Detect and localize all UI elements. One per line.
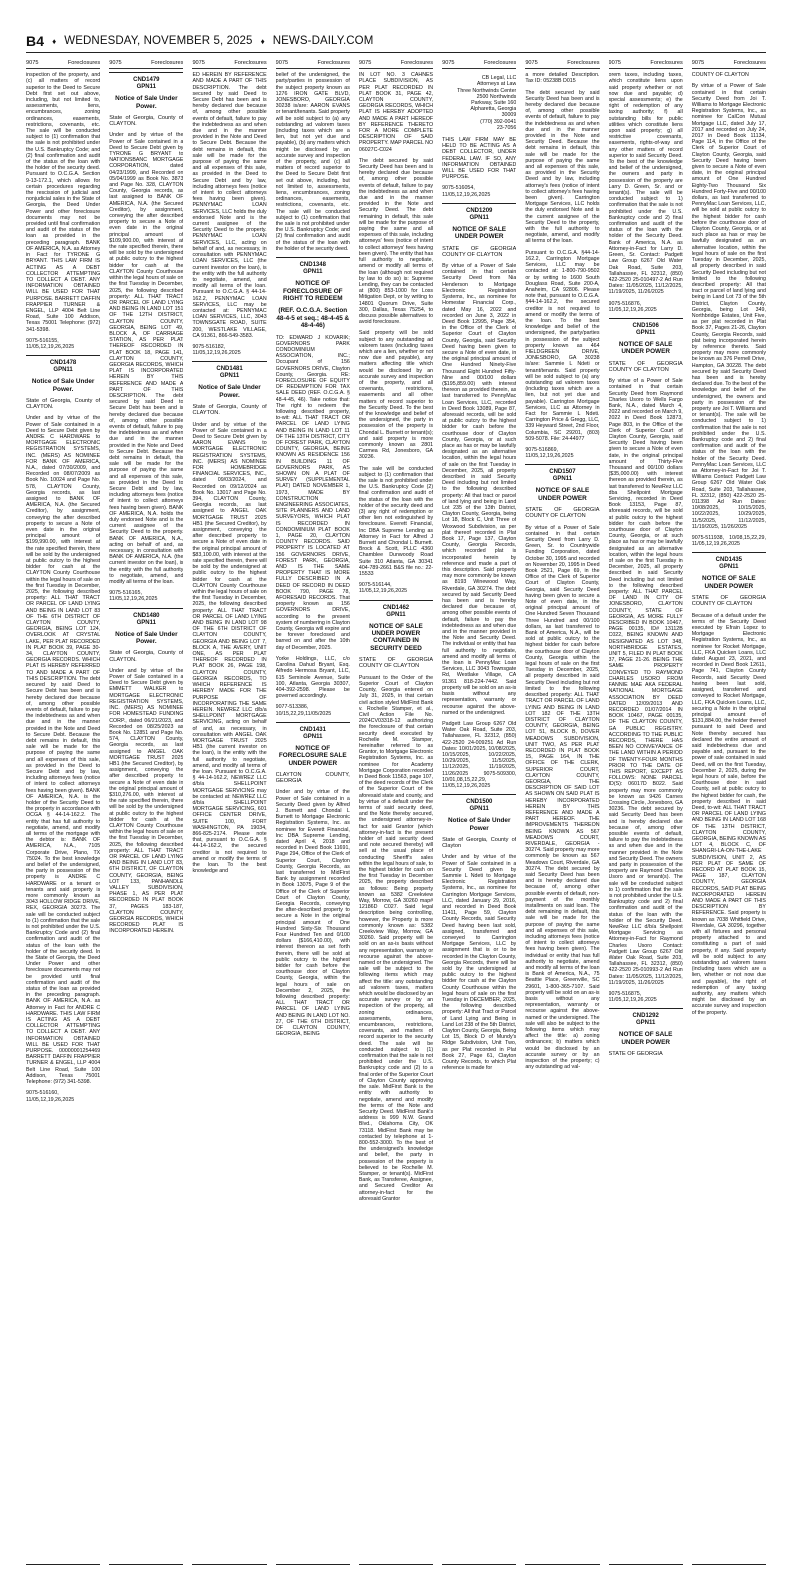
notice-column bbox=[109, 60, 183, 1565]
notice-body-text: Under and by virtue of the Power of Sale contained in a Deed to Secure Debt given by TYRONE G BRYANT to NATIONSBANC MORTGAGE CORPORATION, dated 04/23/1999, and Recorded on 05/04/1999 as Book No. 3873 and Page No. 328, CLAYTON County, Georgia records, as last assigned to BANK OF AMERICA, N.A. (the Secured Creditor), by assignment, conveying the after described property to secure a Note of even date in the original principal amount of $109,900.00, with interest at the rate specified therein, there will be sold by the undersigned at public outcry to the highest bidder for cash at the CLAYTON County Courthouse within the legal hours of sale on the first Tuesday in December, 2025, the following described property: ALL THAT TRACT OR PARCEL OF LAND LYING AND BEING IN LAND LOT 151 OF THE 12TH DISTRICT, CLAYTON COUNTY, GEORGIA, BEING LOT 49, BLOCK A, OF CARRIAGE STATION, AS PER PLAT THEREOF RECORDED IN PLAT BOOK 18, PAGE 141, CLAYTON COUNTY, GEORGIA RECORDS, WHICH PLAT IS INCORPORATED HEREIN BY THIS REFERENCE AND MADE A PART OF THIS DESCRIPTION. The debt secured by said Deed to Secure Debt has been and is hereby declared due because of, among other possible events of default, failure to pay the indebtedness as and when due and in the manner provided in the Note and Deed to Secure Debt. Because the debt remains in default, this sale will be made for the purpose of paying the same and all expenses of this sale, as provided in the Deed to Secure Debt and by law, including attorneys fees (notice of intent to collect attorneys fees having been given). BANK OF AMERICA, N.A. holds the duly endorsed Note and is the current assignee of the Security Deed to the property. BANK OF AMERICA, N.A., acting on behalf of and, as necessary, in consultation with BANK OF AMERICA, N.A. (the current investor on the loan), is the entity with the full authority to negotiate, amend, and modify all terms of the loan. bbox=[109, 132, 184, 586]
notice-body-text: By virtue of a Power of Sale contained in that certain Security Deed from Joi T. Williams to Mortgage Electronic Registration Systems, Inc., as nominee for CalCon Mutual Mortgage LLC, dated July 17, 2017 and recorded on July 24, 2017 in Deed Book 11134, Page 114, in the Office of the Clerk of Superior Court of Clayton County, Georgia, said Security Deed having been given to secure a Note of even date, in the original principal amount of One Hundred Eighty-Two Thousand Six Hundred Forty-Five and 00/100 dollars, as last transferred to PennyMac Loan Services, LLC, will be sold at public outcry to the highest bidder for cash before the courthouse door of Clayton County, Georgia, or at such place as has or may be lawfully designated as an alternative location, within the legal hours of sale on the first Tuesday in December, 2025, all property described in said Security Deed including but not limited to the following described property: All that tract or parcel of land lying and being in Land Lot 73 of the 5th District, Clayton County, Georgia, being Lot 349, Northbridge Estates, Unit Five, as per plat recorded in Plat Book 37, Pages 21-26, Clayton County, Georgia Records, said plat being incorporated herein by reference thereto. Said property may more commonly be known as 376 Pernell Drive, Hampton, GA 30228. The debt secured by said Security Deed has been and is hereby declared due. To the best of the knowledge and belief of the undersigned, the owners and party in possession of the property are Joi T. Williams and or tenant(s). The sale will be conducted subject to 1) confirmation that the sale is not prohibited under the U.S. Bankruptcy code and 2) final confirmation and audit of the status of the loan with the holder of the Security Deed. PennyMac Loan Services, LLC as Attorney-in-Fact for Joi T. Williams Contact: Padgett Law Group 6267 Old Water Oak Road, Suite 203, Tallahassee, FL 32312, (850) 422-2520 25-011398 Ad Run Dates: 10/08/2025, 10/15/2025, 10/22/2025, 10/29/2025, 11/5/2025, 11/12/2025, 11/19/2025, 11/26/2025 bbox=[691, 83, 766, 530]
notice-body-text: By virtue of a Power of Sale contained in that certain Security Deed from Nia Henderson to Mortgage Electronic Registration Systems, Inc., as nominee for Homestar Financial Corp., dated May 16, 2022 and recorded on June 3, 2022 in Deed Book 12995, Page 354, in the Office of the Clerk of Superior Court of Clayton County, Georgia, said Security Deed having been given to secure a Note of even date, in the original principal amount of One Hundred Ninety-Five Thousand Eight Hundred Fifty-Nine and 00/100 dollars ($195,859.00) with interest thereon as provided therein, as last transferred to PennyMac Loan Services, LLC, recorded in Deed Book 13089, Page 87, aforesaid records, will be sold at public outcry to the highest bidder for cash before the courthouse door of Clayton County, Georgia, or at such place as has or may be lawfully designated as an alternative location, within the legal hours of sale on the first Tuesday in December, 2025, all property described in said Security Deed including but not limited to the following described property: All that tract or parcel of land lying and being in Land Lot 235 of the 13th District, Clayton County, Georgia, being Lot 18, Block C, Unit Three of Woxwood Subdivision, as per plat thereof recorded in Plat Book 17, Page 137, Clayton County, Georgia Records, which recorded plat is incorporated herein by reference and made a part of this description. Said property may more commonly be known as 8193 Winewood Way, Riverdale, GA 30274. The debt secured by said Security Deed has been and is hereby declared due because of, among other possible events of default, failure to pay the indebtedness as and when due and in the manner provided in the Note and Security Deed. The individual or entity that has full authority to negotiate, amend and modify all terms of the loan is PennyMac Loan Services, LLC 3043 Townsgate Rd, Westlake Village, CA 91361 818-224-7442. Said property will be sold on an as-is basis without any representation, warranty or recourse against the above-named or the undersigned. bbox=[442, 263, 517, 716]
notice-body-text: orem taxes, including taxes, which constitute liens upon said property whether or not now due and payable; d) special assessments; e) the right of redemption of any taxing authority; f) all outstanding bills for public utilities which constitute liens upon said property; g) all restrictive covenants, easements, rights-of-way and any other matters of record superior to said Security Deed. To the best of the knowledge and belief of the undersigned, the owners and party in possession of the property are Larry D. Green, Sr. and or tenant(s). The sale will be conducted subject to 1) confirmation that the sale is not prohibited under the U.S. Bankruptcy code and 2) final confirmation and audit of the status of the loan with the holder of the Security Deed. Bank of America, N.A. as Attorney-in-Fact for Larry D. Green, Sr. Contact: Padgett Law Group 6267 Old Water Oak Road, Suite 203, Tallahassee, FL 32312, (850) 422-2520 25-010497-2 Ad Run Dates: 11/05/2025, 11/12/2025, 11/19/2025, 11/26/2025 bbox=[608, 72, 683, 296]
notice-column bbox=[442, 60, 516, 1565]
notice-number: CND1292 bbox=[632, 1013, 659, 1020]
notice-gpn: GPN11 bbox=[303, 733, 323, 740]
category-code: 9075 bbox=[192, 60, 205, 66]
notice-body-text: ED HEREIN BY REFERENCE AND MADE A PART OF THIS DESCRIPTION. The debt secured by said Deed to Secure Debt has been and is hereby declared due because of, among other possible events of default, failure to pay the indebtedness as and when due and in the manner provided in the Note and Deed to Secure Debt. Because the debt remains in default, this sale will be made for the purpose of paying the same and all expenses of this sale, as provided in the Deed to Secure Debt and by law, including attorneys fees (notice of intent to collect attorneys fees having been given). PENNYMAC LOAN SERVICES, LLC holds the duly endorsed Note and is the current assignee of the Security Deed to the property. PENNYMAC LOAN SERVICES, LLC, acting on behalf of and, as necessary, in consultation with PENNYMAC LOAN SERVICES, LLC (the current investor on the loan), is the entity with the full authority to negotiate, amend, and modify all terms of the loan. Pursuant to O.C.G.A. § 44-14-162.2, PENNYMAC LOAN SERVICES, LLC may be contacted at: PENNYMAC LOAN SERVICES, LLC, 3043 TOWNSGATE ROAD, SUITE 200, WESTLAKE VILLAGE, CA 91361, 866-549-3583. bbox=[192, 72, 267, 339]
notice-id bbox=[442, 208, 516, 222]
notice-body-text: belief of the undersigned, the party/parties in possession of the subject property known as 1276 IRON GATE BLVD, JONESBORO, GEORGIA 30238 is/are: AARON EVANS or tenant/tenants. Said property will be sold subject to (a) any outstanding ad valorem taxes (including taxes which are a lien, but not yet due and payable), (b) any matters which might be disclosed by an accurate survey and inspection of the property, and (c) all matters of record superior to the Deed to Secure Debt first set out above, including, but not limited to, assessments, liens, encumbrances, zoning ordinances, easements, restrictions, covenants, etc. The sale will be conducted subject to (1) confirmation that the sale is not prohibited under the U.S. Bankruptcy Code; and (2) final confirmation and audit of the status of the loan with the holder of the security deed. bbox=[275, 72, 350, 252]
notice-number: CND1462 bbox=[382, 604, 410, 611]
signature-line: 30009 bbox=[501, 112, 517, 119]
ad-run-reference: 9075-516165, 11/05,12,19,26,2025 bbox=[109, 590, 158, 603]
notice-gpn: GPN11 bbox=[136, 619, 156, 626]
category-label: Foreclosures bbox=[650, 60, 683, 66]
notice-title: Notice of Sale Under Power. bbox=[31, 378, 95, 393]
ad-run-reference: 9075-516869, 11/05,12,19,26,2025 bbox=[525, 446, 574, 460]
legal-notice bbox=[276, 257, 350, 651]
notice-body-text: inspection of the property, and (c) all matters of record superior to the Deed to Secure Debt first set out above, including, but not limited to, assessments, liens, encumbrances, zoning ordinances, easements, restrictions, covenants, etc. The sale will be conducted subject to (1) confirmation that the sale is not prohibited under the U.S. Bankruptcy Code; and (2) final confirmation and audit of the status of the loan with the holder of the security deed. Pursuant to O.C.G.A. Section 9-13-172.1, which allows for certain procedures regarding the rescission of judicial and nonjudicial sales in the State of Georgia, the Deed Under Power and other foreclosure documents may not be provided until final confirmation and audit of the status of the loan as provided in the preceding paragraph. BANK OF AMERICA, N.A. as Attorney in Fact for TYRONE G BRYANT. THIS LAW FIRM IS ACTING AS A DEBT COLLECTOR ATTEMPTING TO COLLECT A DEBT. ANY INFORMATION OBTAINED WILL BE USED FOR THAT PURPOSE. BARRETT DAFFIN FRAPPIER TURNER & ENGEL, LLP 4004 Belt Line Road, Suite 100 Addison, Texas 75001 Telephone: (972) 341-5398. bbox=[26, 72, 101, 333]
category-label: Foreclosures bbox=[400, 60, 434, 66]
ad-run-reference: 9075-516160, 11/05,12,19,26,2025 bbox=[26, 1090, 75, 1103]
notice-body-text: The sale will be conducted subject to (1) confirmation that the sale is not prohibited under the U.S. Bankruptcy Code (2) final confirmation and audit of the status of the loan with the holder of the security deed and (3) any right of redemption or other lien not extinguished by foreclosure. Everett Financial, Inc DBA Supreme Lending as Attorney in Fact for Alfred J Burnett and Chondal L Burnett. Brock & Scott, PLLC 4360 Chamblee Dunwoody Road Suite 310 Atlanta, GA 30341 404-789-2661 B&S file no.: 22-15533 bbox=[358, 465, 434, 578]
notice-title: Notice of Sale Under Power. bbox=[115, 95, 178, 110]
legal-notice bbox=[26, 355, 100, 1085]
notice-id bbox=[276, 727, 350, 741]
notice-jurisdiction: STATE OF GEORGIA bbox=[608, 1051, 663, 1058]
notice-body-text: Under and by virtue of the Power of Sale contained in a Deed to Secure Debt given by ANDRE C HARDWARE to MORTGAGE ELECTRONIC REGISTRATION SYSTEMS, INC. (MERS) AS NOMINEE FOR BANK OF AMERICA, N.A., dated 07/30/2009, and Recorded on 08/07/2009 as Book No. 10024 and Page No. 578, CLAYTON County, Georgia records, as last assigned to BANK OF AMERICA, N.A. (the Secured Creditor), by assignment, conveying the after described property to secure a Note of even date in the original principal amount of $199,990.00, with interest at the rate specified therein, there will be sold by the undersigned at public outcry to the highest bidder for cash at the CLAYTON County Courthouse within the legal hours of sale on the first Tuesday in December, 2025, the following described property: ALL THAT TRACT OR PARCEL OF LAND LYING AND BEING IN LAND LOT 83 OF THE 6TH DISTRICT OF CLAYTON COUNTY, GEORGIA, BEING LOT 124, OVERLOOK AT CRYSTAL LAKE, PER PLAT RECORDED IN PLAT BOOK 39, PAGE 30-34, CLAYTON COUNTY, GEORGIA RECORDS. WHICH PLAT IS HEREBY REFERRED TO AND MADE A PART OF THIS DESCRIPTION. The debt secured by said Deed to Secure Debt has been and is hereby declared due because of, among other possible events of default, failure to pay the indebtedness as and when due and in the manner provided in the Note and Deed to Secure Debt. Because the debt remains in default, this sale will be made for the purpose of paying the same and all expenses of this sale, as provided in the Deed to Secure Debt and by law, including attorneys fees (notice of intent to collect attorneys fees having been given). BANK OF AMERICA, N.A. is the holder of the Security Deed to the property in accordance with OCGA § 44-14-162.2. The entity that has full authority to negotiate, amend, and modify all terms of the mortgage with the debtor is: BANK OF AMERICA, N.A., 7105 Corporate Drive, Plano, TX 75024. To the best knowledge and belief of the undersigned, the party in possession of the property is ANDRE C HARDWARE or a tenant or tenants and said property is more commonly known as 3043 HOLLOW RIDGE DRIVE, REX, GEORGIA 30273. The sale will be conducted subject to (1) confirmation that the sale is not prohibited under the U.S. Bankruptcy Code and (2) final confirmation and audit of the status of the loan with the holder of the security deed. In the State of Georgia, the Deed Under Power and other foreclosure documents may not be provided until final confirmation and audit of the status of the loan as provided in the preceding paragraph. BANK OF AMERICA, N.A. as Attorney in Fact for ANDRE C HARDWARE. THIS LAW FIRM IS ACTING AS A DEBT COLLECTOR ATTEMPTING TO COLLECT A DEBT. ANY INFORMATION OBTAINED WILL BE USED FOR THAT PURPOSE. 00000001254469 BARRETT DAFFIN FRAPPIER TURNER & ENGEL, LLP 4004 Belt Line Road, Suite 100 Addison, Texas 75001 Telephone: (972) 341-5398. bbox=[26, 415, 101, 1086]
notice-gpn: GPN11 bbox=[53, 367, 73, 374]
category-code: 9075 bbox=[26, 60, 39, 66]
legal-notice bbox=[109, 72, 183, 585]
notice-jurisdiction: State of Georgia, County of CLAYTON. bbox=[192, 404, 267, 417]
notice-jurisdiction: STATE OF GEORGIA COUNTY OF CLAYTON bbox=[691, 595, 766, 608]
notice-id bbox=[609, 1013, 683, 1027]
notice-title: Notice of Sale Under Power bbox=[447, 817, 511, 832]
column-header bbox=[525, 60, 599, 69]
column-header bbox=[26, 60, 100, 69]
notice-gpn: GPN11 bbox=[552, 476, 573, 483]
notice-jurisdiction: State of Georgia, County of CLAYTON. bbox=[109, 650, 184, 663]
category-code: 9075 bbox=[442, 60, 455, 66]
law-firm-signature bbox=[442, 75, 516, 131]
notice-id bbox=[192, 366, 266, 380]
notice-jurisdiction: STATE OF GEORGIA COUNTY OF CLAYTON bbox=[525, 507, 600, 520]
ad-run-reference: 9075-511938, 10/08,15,22,29, 11/05,12,19,26,2025 bbox=[691, 535, 766, 548]
notice-jurisdiction: CLAYTON COUNTY, GEORGIA bbox=[275, 771, 350, 785]
notice-id bbox=[109, 77, 183, 91]
signature-line: Alpharetta, Georgia bbox=[470, 106, 517, 113]
category-code: 9075 bbox=[608, 60, 621, 66]
notice-number: CND1209 bbox=[466, 207, 493, 214]
notice-title: NOTICE OF SALE UNDER POWER bbox=[535, 487, 590, 502]
notice-body-text: Under and by virtue of the Power of Sale contained in a Security Deed given by Alfred J. Burnett and Chondal L Burnett to Mortgage Electronic Registration Systems, Inc. as nominee for Everett Financial, Inc DBA Supreme Lending, dated April 4, 2018 and recorded in Deed Book 11691, Page 294, Office of the Clerk of Superior Court, Clayton County, Georgia Records, as last transferred to MidFirst Bank by assignment recorded in Book 13075, Page 9 of the Office of the Clerk of Superior Court of Clayton County, Georgia Records, conveying the after-described property to secure a Note in the original principal amount of One Hundred Sixty-Six Thousand Four Hundred Ten and 0/100 dollars ($166,410.00), with interest thereon as set forth therein, there will be sold at public outcry to the highest bidder for cash before the courthouse door of Clayton County, Georgia, within the legal hours of sale on December 2, 2025, the following described property: ALL THAT TRACT OR PARCEL OF LAND LYING AND BEING IN LAND LOT NO. 27, OF THE 6TH DISTRICT, OF CLAYTON COUNTY, GEORGIA, BEING bbox=[275, 789, 350, 1038]
signature-line: CB Legal, LLC bbox=[481, 75, 517, 82]
notice-title: NOTICE OF SALE UNDER POWER bbox=[702, 575, 756, 590]
signature-line: Attorneys at Law bbox=[476, 81, 517, 88]
notice-number: CND1506 bbox=[632, 322, 659, 329]
signature-line: Three Northwinds Center bbox=[457, 87, 517, 94]
notice-number: CND1431 bbox=[299, 726, 326, 733]
notice-title: NOTICE OF SALE UNDER POWER bbox=[618, 340, 673, 356]
notice-jurisdiction: State of Georgia, County of CLAYTON. bbox=[109, 115, 184, 128]
notice-title: NOTICE OF SALE UNDER POWER bbox=[452, 225, 507, 241]
notice-gpn: GPN11 bbox=[469, 214, 489, 221]
notice-gpn: GPN11 bbox=[469, 806, 489, 813]
category-label: Foreclosures bbox=[733, 60, 766, 66]
signature-line: Parkway, Suite 160 bbox=[471, 100, 517, 107]
legal-notice bbox=[359, 600, 433, 1202]
legal-notice bbox=[442, 794, 516, 1071]
notice-body-text: The debt secured by said Security Deed has been and is hereby declared due because of, among other possible events of default, failure to pay the indebtedness as and when due and in the manner provided in the Note and Security Deed. Because the debt remains in default, this sale will be made for the purpose of paying the same and all expenses of this sale, as provided in the Security Deed and by law, including attorney's fees (notice of intent to collect attorney's fees having been given). Carrington Mortgage Services, LLC holds the duly endorsed Note and is the current assignee of the Security Deed to the property, with the full authority to negotiate, amend, and modify all terms of the loan. bbox=[525, 89, 600, 245]
notice-column bbox=[192, 60, 266, 1565]
notice-gpn: GPN11 bbox=[303, 269, 323, 276]
column-header bbox=[442, 60, 516, 69]
notice-jurisdiction: State of Georgia, County of CLAYTON. bbox=[26, 397, 101, 411]
notice-column bbox=[26, 60, 100, 1565]
notice-id bbox=[359, 605, 433, 619]
column-header bbox=[692, 60, 766, 69]
notice-title: NOTICE OF FORECLOSURE SALE UNDER POWER bbox=[278, 744, 347, 767]
notice-body-text: Pursuant to O.C.G.A. §44-14-162.2, Carrington Mortgage Services, LLC may be contacted at: 1-800-790-9502 or by writing to 1600 South Douglass Road, Suite 200-A, Anaheim, CA 92806. Please note that, pursuant to O.C.G.A. §44-14-162.2, the secured creditor is not required to amend or modify the terms of the loan. To the best knowledge and belief of the undersigned, the party/parties in possession of the subject property known as 464 FIELDGREEN DRIVE, JONESBORO, GA 30238 is/are: Sammie L Ndeti or tenant/tenants. Said property will be sold subject to (a) any outstanding ad valorem taxes (including taxes which are a lien, but not yet due and payable). Carrington Mortgage Services, LLC as Attorney in Fact for Sammie L Ndeti. Carrington Price & Gregg, LLC, 339 Heyward Street, 2nd Floor, Columbia, SC 29201, (803) 509-5078. File: 24-44977 bbox=[525, 249, 600, 442]
notice-title: Notice of Sale Under Power. bbox=[115, 630, 178, 646]
category-label: Foreclosures bbox=[67, 60, 101, 66]
notice-jurisdiction: STATE OF GEORGIA COUNTY OF CLAYTON bbox=[442, 245, 517, 258]
notice-body-text: a more detailed Description. Tax ID: 05238B D015 bbox=[525, 72, 600, 85]
notice-number: CND1507 bbox=[549, 469, 576, 476]
notice-number: CND1435 bbox=[715, 557, 743, 564]
notice-body-text: By virtue of a Power of Sale contained in that certain Security Deed from Raymond Charles Usoro to Wells Fargo Bank, N.A., dated March 4, 2022 and recorded on March 9, 2022 in Deed Book 12873, Page 803, in the Office of the Clerk of Superior Court of Clayton County, Georgia, said Security Deed having been given to secure a Note of even date, in the original principal amount of Thirty-Five Thousand and 00/100 dollars ($35,000.00) with interest thereon as provided therein, as last transferred to NewRez LLC dba Shellpoint Mortgage Servicing, recorded in Deed Book 13153, Page 87, aforesaid records, will be sold at public outcry to the highest bidder for cash before the courthouse door of Clayton County, Georgia, or at such place as has or may be lawfully designated as an alternative location, within the legal hours of sale on the first Tuesday in December, 2025, all property described in said Security Deed including but not limited to the following described property: ALL THAT PARCEL OF LAND IN CITY OF JONESBORO, CLAYTON COUNTY, STATE OF GEORGIA, AS MORE FULLY DESCRIBED IN BOOK 10467, PAGE 00135, ID# 13112B C022, BEING KNOWN AND DESIGNATED AS LOT 348, NORTHBRIDGE ESTATES, UNIT 5, FILED IN PLAT BOOK 37, PAGE 21-26. BEING THE SAME PROPERTY CONVEYED TO RAYMOND CHARLES USORO FROM FANNIE MAE AKA FEDERAL NATIONAL MORTGAGE ASSOCIATION BY DEED DATED 12/09/2013 AND RECORDED 01/07/2014 IN BOOK 10467, PAGE 00135, OF THE CLAYTON COUNTY, GA PUBLIC REGISTRY. ACCORDING TO THE PUBLIC RECORDS, THERE HAS BEEN NO CONVEYANCE OF THE LAND WITHIN A PERIOD OF TWENTY-FOUR MONTHS PRIOR TO THE DATE OF THIS REPORT, EXCEPT AS FOLLOWS: NONE PARCEL ID(S): 06017D B022. Said property may more commonly be known as 9426 Carnes Crossing Circle, Jonesboro, GA 30236. The debt secured by said Security Deed has been and is hereby declared due because of, among other possible events of default, failure to pay the indebtedness as and when due and in the manner provided in the Note and Security Deed. The owners and party in possession of the property are Raymond Charles Usoro and or tenant(s). The sale will be conducted subject to 1) confirmation that the sale is not prohibited under the U.S. Bankruptcy code and 2) final confirmation and audit of the status of the loan with the holder of the Security Deed. NewRez LLC d/b/a Shellpoint Mortgage Servicing as Attorney-in-Fact for Raymond Charles Usoro Contact: Padgett Law Group 6267 Old Water Oak Road, Suite 203, Tallahassee, FL 32312, (850) 422-2520 25-010993-2 Ad Run Dates: 11/05/2025, 11/12/2025, 11/19/2025, 11/26/2025 bbox=[608, 378, 683, 986]
site-name: NEWS-DAILY.COM bbox=[272, 35, 374, 47]
column-header bbox=[359, 60, 433, 69]
notice-number: CND1480 bbox=[133, 612, 160, 619]
ad-run-reference: 9077-513386, 10/15,22,29,11/05/2025 bbox=[275, 704, 332, 717]
notice-body-text: By virtue of a Power of Sale contained in that certain Security Deed from Larry D. Green, Sr. to Countrywide Funding Corporation, dated October 30, 1995 and recorded on November 20, 1995 in Deed Book 2521, Page 69, in the Office of the Clerk of Superior Court of Clayton County, Georgia, said Security Deed having been given to secure a Note of even date, in the original principal amount of One Hundred Seven Thousand Three Hundred and 00/100 dollars, as last transferred to Bank of America, N.A., will be sold at public outcry to the highest bidder for cash before the courthouse door of Clayton County, Georgia within the legal hours of sale on the first Tuesday in December, 2025, all property described in said Security Deed including but not limited to the following described property: ALL THAT TRACT OR PARCEL OF LAND LYING AND BEING IN LAND LOT 182 OF THE 13TH DISTRICT OF CLAYTON COUNTY, GEORGIA, BEING LOT 51, BLOCK B, DOVER MEADOWS SUBDIVISION, UNIT TWO, AS PER PLAT RECORDED IN PLAT BOOK 15, PAGE 164, IN THE OFFICE OF THE CLERK, SUPERIOR COURT, CLAYTON COUNTY, GEORGIA, THE DESCRIPTION OF SAID LOT AS SHOWN ON SAID PLAT IS HEREBY INCORPORATED HEREIN BY THIS REFERENCE AND MADE A PART HEREOF. THE IMPROVEMENTS THEREON BEING KNOWN AS 567 MEADOWS COURT, RIVERDALE, GEORGIA - 30274. Said property may more commonly be known as 567 Meadows Court, Riverdale, GA 30274. The debt secured by said Security Deed has been and is hereby declared due because of, among other possible events of default, non-payment of the monthly installments on said loan. The debt remaining in default, this sale will be made for the purpose of paying the same and all expenses of this sale, including attorneys fees (notice of intent to collect attorneys fees having been given). The individual or entity that has full authority to negotiate, amend and modify all terms of the loan is Bank of America, N.A., 75 Beattie Place, Greenville, SC 29601, 1-800-365-7107. Said property will be sold on an as-is basis without any representation, warranty or recourse against the above-named or the undersigned. The sale will also be subject to the following items which may affect the title: a) zoning ordinances; b) matters which would be disclosed by an accurate survey or by an inspection of the property; c) any outstanding ad val- bbox=[525, 524, 600, 1071]
legal-notice bbox=[692, 552, 766, 1015]
notice-gpn: GPN11 bbox=[386, 611, 406, 618]
legal-notice bbox=[609, 1008, 683, 1057]
notice-jurisdiction: STATE OF GEORGIA COUNTY OF CLAYTON bbox=[608, 360, 683, 373]
ad-run-reference: Padgett Law Group 6267 Old Water Oak Road, Suite 203, Tallahassee, FL 32312, (850) 422-2520 24-009251 Ad Run Dates: 10/01/2025, 10/08/2025, 10/15/2025, 10/22/2025, 10/29/2025, 11/5/2025, 11/12/2025, 11/19/2025, 11/26/2025 9075-509300, 10/01,08,15,22,29, 11/05,12,19,26,2025 bbox=[442, 720, 517, 789]
notice-jurisdiction: State of Georgia, County of Clayton bbox=[442, 836, 517, 850]
legal-notice bbox=[609, 318, 683, 986]
signature-line: (770) 392-0041 bbox=[480, 118, 517, 125]
notice-body-text: COUNTY OF CLAYTON bbox=[691, 72, 749, 79]
ad-run-reference: 9075-516144, 11/05,12,19,26,2025 bbox=[358, 582, 408, 595]
notice-number: CND1348 bbox=[299, 262, 326, 269]
notice-subtitle: (REF. O.C.G.A. Section 48-4-5 et seq.; 48-4-45 & 48-4-46) bbox=[276, 307, 350, 330]
notice-id bbox=[442, 799, 516, 813]
column-header bbox=[276, 60, 350, 69]
notice-title: Notice of Sale Under Power. bbox=[198, 384, 261, 399]
notice-id bbox=[276, 262, 350, 276]
category-label: Foreclosures bbox=[483, 60, 517, 66]
notice-number: CND1478 bbox=[49, 360, 77, 367]
notice-gpn: GPN11 bbox=[719, 564, 739, 571]
category-label: Foreclosures bbox=[151, 60, 184, 66]
notice-body-text: The debt secured by said Security Deed has been and is hereby declared due because of, among other possible events of default, failure to pay the indebtedness as and when due and in the manner provided in the Note and Security Deed. The debt remaining in default, this sale will be made for the purpose of paying the same and all expenses of this sale, including attorneys' fees (notice of intent to collect attorneys' fees having been given). The entity that has full authority to negotiate, amend or modify all terms of the loan (although not required by law to do so) is: Supreme Lending, they can be contacted at (800) 853-1000 for Loss Mitigation Dept, or by writing to 14801 Quorum Drive, Suite 300, Dallas, Texas 75254, to discuss possible alternatives to avoid foreclosure. bbox=[358, 157, 434, 326]
category-label: Foreclosures bbox=[317, 60, 350, 66]
diamond-separator-icon: ♦ bbox=[260, 36, 265, 46]
notice-gpn: GPN11 bbox=[136, 84, 156, 91]
page-number: B4 bbox=[26, 33, 45, 49]
column-header bbox=[609, 60, 683, 69]
signature-line: 2500 Northwinds bbox=[476, 93, 517, 100]
notice-body-text: THIS LAW FIRM MAY BE HELD TO BE ACTING AS A DEBT COLLECTOR, UNDER FEDERAL LAW. IF SO, ANY INFORMATION OBTAINED WILL BE USED FOR THAT PURPOSE. bbox=[442, 137, 517, 181]
ad-run-reference: 9075-516875, 11/05,12,19,26,2025 bbox=[608, 991, 657, 1004]
notice-body-text: Said property will be sold subject to any outstanding ad valorem taxes (including taxes which are a lien, whether or not now due and payable), any matters affecting title which would be disclosed by an accurate survey and inspection of the property, and all covenants, restrictions, easements and all other matters of record superior to the Security Deed. To the best of the knowledge and belief of the undersigned, the party in possession of the property is Chondal L. Burnett or tenant(s); and said property is more commonly known as 2801 Carmea Rd, Jonesboro, GA 30236. bbox=[358, 330, 434, 461]
notice-column bbox=[609, 60, 683, 1565]
notice-id bbox=[525, 469, 599, 483]
notice-number: CND1481 bbox=[216, 366, 243, 373]
notice-gpn: GPN11 bbox=[635, 1020, 656, 1027]
ad-run-reference: 9075-516876, 11/05,12,19,26,2025 bbox=[608, 300, 657, 313]
category-label: Foreclosures bbox=[234, 60, 267, 66]
notice-column bbox=[525, 60, 599, 1565]
signature-line: 23-7056 bbox=[496, 124, 517, 131]
notice-body-text: Under and by virtue of the Power of Sale contained in a Deed to Secure Debt given by EMMETT WALKER to MORTGAGE ELECTRONIC REGISTRATION SYSTEMS, INC. (MERS) AS NOMINEE FOR HOMESTEAD FUNDING CORP., dated 06/21/2023, and Recorded on 08/25/2023 as Book No. 12851 and Page No. 574, CLAYTON County, Georgia records, as last assigned to ANGEL OAK MORTGAGE TRUST 2025 HB1 (the Secured Creditor), by assignment, conveying the after described property to secure a Note of even date in the original principal amount of $310,276.00, with interest at the rate specified therein, there will be sold by the undersigned at public outcry to the highest bidder for cash at the CLAYTON County Courthouse within the legal hours of sale on the first Tuesday in December, 2025, the following described property: ALL THAT TRACT OR PARCEL OF LAND LYING AND BEING IN LAND LOT 83, 6TH DISTRICT, OF CLAYTON COUNTY, GEORGIA, BEING LOT 133, PANHANDLE VALLEY SUBDIVISION, PHASE 1, AS PER PLAT RECORDED IN PLAT BOOK 37, PAGES 183-187, CLAYTON COUNTY, GEORGIA RECORDS, WHICH RECORDED PLAT IS INCORPORATED HEREIN. bbox=[109, 667, 184, 935]
legal-notice bbox=[525, 464, 599, 1070]
legal-notice bbox=[192, 361, 266, 874]
notice-id bbox=[609, 323, 683, 337]
notice-column bbox=[692, 60, 766, 1565]
ad-run-reference: 9075-516054, 11/05,12,19,26,2025 bbox=[442, 185, 491, 198]
ad-run-reference: 9075-516155, 11/05,12,19,26,2025 bbox=[26, 337, 75, 350]
legal-notice bbox=[109, 608, 183, 935]
notice-id bbox=[26, 360, 100, 374]
diamond-separator-icon: ♦ bbox=[52, 36, 57, 46]
category-code: 9075 bbox=[691, 60, 705, 66]
notice-body-text: Yorke Holdings, LLC, c/o Carolina Dahud Bryant, Esq. Alfredo Hermosa Bryant, LLC, 615 Seminole Avenue, Suite 100, Atlanta, Georgia 30307, 404-392-2598. Please be governed accordingly. bbox=[275, 655, 350, 700]
notice-column bbox=[359, 60, 433, 1565]
notice-column bbox=[276, 60, 350, 1565]
category-code: 9075 bbox=[275, 60, 289, 66]
notice-id bbox=[109, 613, 183, 627]
notice-body-text: TO: EDWARD J KOVARIK; GOVERNORS PARK CONDOMINIUM ASSOCIATION, INC.; Occupant of 156 GOVERNORS DRIVE, Clayton County, Georgia. RE: FORECLOSURE OF EQUITY OF REDEMPTION FOR TAX SALE DEED (REF. O.C.G.A. § 48-4-45, 46). Take notice that: The right to redeem the following described property, to-wit: ALL THAT TRACT OR PARCEL OF LAND LYING AND BEING IN LAND LOT 11 OF THE 13TH DISTRICT, CITY OF FOREST PARK, CLAYTON COUNTY, GEORGIA, BEING KNOWN AS RESIDENCE 156 IN BUILDING 11 OF GOVERNORS PARK, AS SHOWN ON A PLAT OF SURVEY (SUPPLEMENTAL PLAT) DATED NOVEMBER 1, 1973, MADE BY CONSTRUCTION ENGINEERING ASSOCIATES, SITE PLANNERS AND LAND SURVEYORS, WHICH PLAT IS RECORDED IN CONDOMINIUM PLAT BOOK 1, PAGE 20, CLAYTON COUNTY RECORDS. SAID PROPERTY IS LOCATED AT 156 GOVERNORS DRIVE, FOREST PARK, GEORGIA, AND IS THE SAME PROPERTY THAT IS MORE FULLY DESCRIBED IN A DEED OF RECORD IN DEED BOOK 790, PAGE 78, AFORESAID RECORDS. That property known as 156 GOVERNORS DRIVE, according to the present system of numbering in Clayton County, Georgia will expire and be forever foreclosed and barred on and after the 10th day of December, 2025. bbox=[275, 334, 350, 651]
category-label: Foreclosures bbox=[567, 60, 600, 66]
notice-title: NOTICE OF SALE UNDER POWER CONTAINED IN SECURITY DEED bbox=[369, 622, 423, 652]
notice-body-text: Under and by virtue of the Power of Sale contained in a Security Deed given by Sammie L Ndeti to Mortgage Electronic Registration Systems, Inc., as nominee for Carrington Mortgage Services, LLC, dated January 29, 2016, and recorded in Deed Book 11411, Page 59, Clayton County Records, said Security Deed having been last sold, assigned, transferred and conveyed to Carrington Mortgage Services, LLC by assignment that is or to be recorded in the Clayton County, Georgia Records, there will be sold by the undersigned at public outcry to the highest bidder for cash at the Clayton County Courthouse within the legal hours of sale on the first Tuesday in DECEMBER, 2025, the following described property: All that Tract or Parcel of Land Lying and Being in Land Lot 238 of the 5th District, Clayton County, Georgia, Being Lot 15, Block D of Mundy's Ridge Subdivision, Unit Two, as per Plat recorded in Plat Book 27, Page 61, Clayton County Records, to which Plat reference is made for bbox=[442, 854, 517, 1072]
notice-id bbox=[692, 557, 766, 571]
page-masthead bbox=[26, 30, 766, 53]
legal-notice bbox=[276, 722, 350, 1038]
notice-jurisdiction: STATE OF GEORGIA COUNTY OF CLAYTON bbox=[358, 657, 434, 670]
notice-body-text: Pursuant to the Order of the Superior Court of Clayton County, Georgia entered on July 31, 2025, in that certain civil action styled MidFirst Bank v. Rochelle Stamper, et al., Civil Action File No. 2024CV03318-12 authorizing the foreclosure of that certain security deed executed by Rochelle M. Stamper, hereinafter referred to as Grantor, to Mortgage Electronic Registration Systems, Inc. as nominee for Academy Mortgage Corporation recorded in Deed Book 11563, page 107, of the deed records of the Clerk of the Superior Court of the aforesaid state and county, and by virtue of a default under the terms of said security deed, and the Note thereby secured, the undersigned attorney-in-fact for said Grantor (which attorney-in-fact is the present holder of said security deed and note secured thereby) will sell at the usual place of conducting Sheriff's sales within the legal hours of sale, to the highest bidder for cash on the first Tuesday in December 2025, the property described as follows: Being property known as 5382 Creekview Way, Morrow, GA 30260 map# 12186D C027. Said legal description being controlling, however, the Property is more commonly known as: 5382 Creekview Way, Morrow, GA 30260. Said property will be sold on an as-is basis without any representation, warranty or recourse against the above-named or the undersigned. The sale will be subject to the following items which may affect the title: any outstanding ad valorem taxes, matters which would be disclosed by an accurate survey or by an inspection of the property, all zoning ordinances, assessments, liens, encumbrances, restrictions, covenants, and matters of record superior to the security deed. The sale will be conducted subject to (1) confirmation that the sale is not prohibited under the U.S. Bankruptcy code and (2) to a final order of the Superior Court of Clayton County approving the sale. MidFirst Bank is the entity with authority to negotiate, amend and modify the terms of the Note and Security Deed. MidFirst Bank's address is 999 N.W. Grand Blvd., Oklahoma City, OK 73118. MidFirst Bank may be contacted by telephone at 1-800-552-3000. To the best of the undersigned's knowledge and belief, the party in possession of the property is believed to be Rochelle M. Stamper, or tenant(s). MidFirst Bank, as Transferee, Assignee, and Secured Creditor As attorney-in-fact for the aforesaid Grantor bbox=[358, 674, 434, 1202]
notice-number: CND1500 bbox=[466, 799, 493, 806]
column-header bbox=[192, 60, 266, 69]
category-code: 9075 bbox=[109, 60, 122, 66]
column-header bbox=[109, 60, 183, 69]
notice-gpn: GPN11 bbox=[635, 329, 656, 336]
category-code: 9075 bbox=[358, 60, 372, 66]
notice-title: NOTICE OF SALE UNDER POWER bbox=[618, 1031, 673, 1046]
notice-body-text: Under and by virtue of the Power of Sale contained in a Deed to Secure Debt given by AARON EVANS to MORTGAGE ELECTRONIC REGISTRATION SYSTEMS, INC. (MERS) AS NOMINEE FOR HOMEBRIDGE FINANCIAL SERVICES, INC., dated 09/03/2024, and Recorded on 09/12/2024 as Book No. 13017 and Page No. 394, CLAYTON County, Georgia records, as last assigned to ANGEL OAK MORTGAGE TRUST 2025 HB1 (the Secured Creditor), by assignment, conveying the after described property to secure a Note of even date in the original principal amount of $83,100.00, with interest at the rate specified therein, there will be sold by the undersigned at public outcry to the highest bidder for cash at the CLAYTON County Courthouse within the legal hours of sale on the first Tuesday in December, 2025, the following described property: ALL THAT TRACT OR PARCEL OF LAND LYING AND BEING IN LAND LOT 98 OF THE 6TH DISTRICT OF CLAYTON COUNTY, GEORGIA AND BEING LOT 7, BLOCK A, THE AVERY, UNIT ONE, AS PER PLAT THEREOF RECORDED IN PLAT BOOK 26, PAGE 198, CLAYTON COUNTY, GEORGIA RECORDS, TO WHICH REFERENCE IS HEREBY MADE FOR THE PURPOSE OF INCORPORATING THE SAME HEREIN. NEWREZ LLC d/b/a SHELLPOINT MORTGAGE SERVICING, acting on behalf of and, as necessary, in consultation with ANGEL OAK MORTGAGE TRUST 2025 HB1 (the current investor on the loan), is the entity with the full authority to negotiate, amend, and modify all terms of the loan. Pursuant to O.C.G.A. § 44-14-162.2, NEWREZ LLC d/b/a SHELLPOINT MORTGAGE SERVICING may be contacted at: NEWREZ LLC d/b/a SHELLPOINT MORTGAGE SERVICING, 601 OFFICE CENTER DRIVE, SUITE 100, FORT WASHINGTON, PA 19034, 866-825-2174. Please note that, pursuant to O.C.G.A. § 44-14-162.2, the secured creditor is not required to amend or modify the terms of the loan. To the best knowledge and bbox=[192, 421, 267, 875]
category-code: 9075 bbox=[525, 60, 538, 66]
legal-notice bbox=[442, 203, 516, 716]
issue-date: WEDNESDAY, NOVEMBER 5, 2025 bbox=[64, 35, 253, 47]
notice-body-text: Because of a default under the terms of the Security Deed executed by Efrain Lopez to Mortgage Electronic Registration Systems, Inc., as nominee for Rocket Mortgage, LLC, FKA Quicken Loans, LLC dated August 23, 2021, and recorded in Deed Book 12611, Page 741, Clayton County Records, said Security Deed having been last sold, assigned, transferred and conveyed to Rocket Mortgage, LLC, FKA Quicken Loans, LLC, securing a Note in the original principal amount of $131,884.00, the holder thereof pursuant to said Deed and Note thereby secured has declared the entire amount of said indebtedness due and payable and, pursuant to the power of sale contained in said Deed, will on the first Tuesday, December 2, 2025, during the legal hours of sale, before the Courthouse door in said County, sell at public outcry to the highest bidder for cash, the property described in said Deed, to-wit: ALL THAT TRACT OR PARCEL OF LAND LYING AND BEING IN LAND LOT 168 OF THE 13TH DISTRICT, CLAYTON COUNTY, GEORGIA, BEING KNOWN AS LOT 4, BLOCK C, OF SHANGRI-LA-ON-THE-LAKE SUBDIVISION, UNIT 2, AS PER PLAT OF SAME OF RECORD AT PLAT BOOK 15, PAGE 187, CLAYTON COUNTY, GEORGIA RECORDS, SAID PLAT BEING INCORPORATED HEREIN AND MADE A PART OF THIS DESCRIPTION BY REFERENCE. Said property is known as 7038 Whitfield Drive, Riverdale, GA 30296, together with all fixtures and personal property attached to and constituting a part of said property, if any. Said property will be sold subject to any outstanding ad valorem taxes (including taxes which are a lien, whether or not now due and payable), the right of redemption of any taxing authority, any matters which might be disclosed by an accurate survey and inspection of the property. bbox=[691, 612, 766, 1016]
notice-title: NOTICE OF FORECLOSURE OF RIGHT TO REDEEM bbox=[282, 280, 343, 302]
classified-columns bbox=[26, 60, 766, 1565]
notice-body-text: IN LOT NO. 3 CAHNES PLACE SUBDIVISION, AS PER PLAT RECORDED IN PLAT BOOK 31, PAGE 42, CLAYTON COUNTY, GEORGIA RECORDS, WHICH PLAT IS HEREBY ADOPTED AND MADE A PART HEREOF BY REFERENCE THERETO FOR A MORE COMPLETE DESCRIPTION OF SAID PROPERTY. MAP PARCEL NO 06027C-C024 bbox=[358, 72, 434, 153]
notice-number: CND1479 bbox=[133, 77, 160, 84]
ad-run-reference: 9075-516182, 11/05,12,19,26,2025 bbox=[192, 343, 241, 357]
notice-gpn: GPN11 bbox=[219, 373, 240, 380]
